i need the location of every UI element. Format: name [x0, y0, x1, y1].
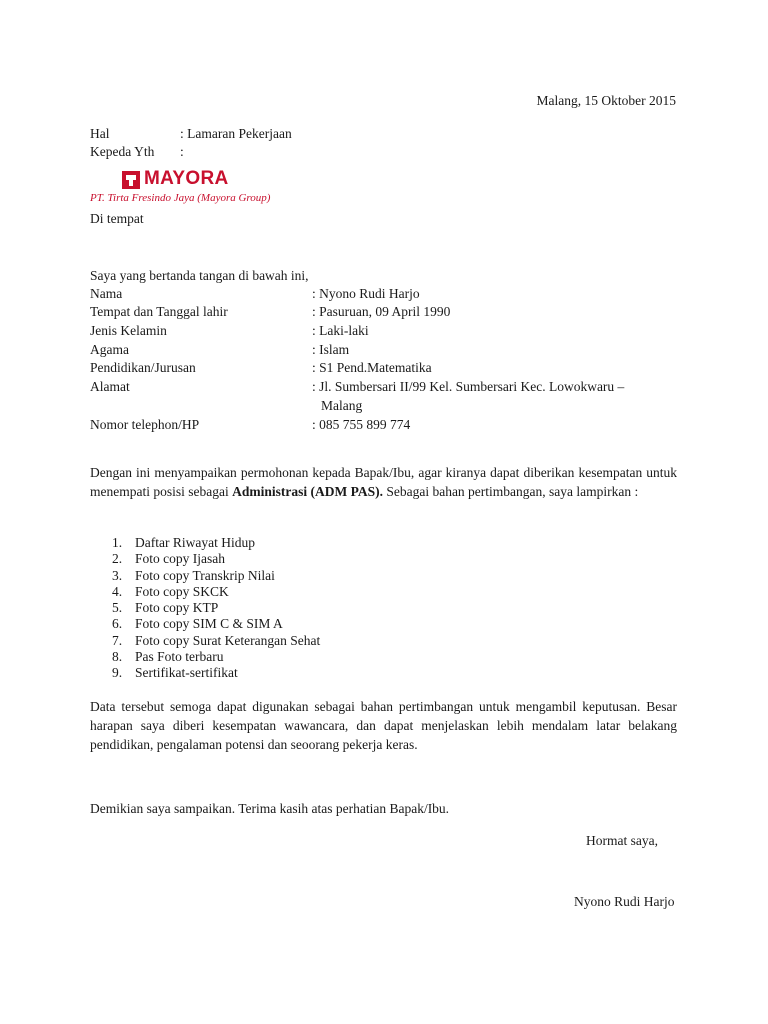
field-label-religion: Agama: [90, 342, 129, 357]
application-paragraph: [90, 463, 677, 501]
field-label-education: Pendidikan/Jurusan: [90, 360, 196, 375]
paragraph1-text-end: Sebagai bahan pertimbangan, saya lampirkan :: [382, 484, 639, 499]
subject-label: Hal: [90, 126, 110, 141]
recipient-colon: :: [180, 144, 184, 159]
list-item: 2. Foto copy Ijasah: [112, 551, 225, 567]
closing-sentence: Demikian saya sampaikan. Terima kasih atas perhatian Bapak/Ibu.: [90, 801, 450, 816]
field-value-name: : Nyono Rudi Harjo: [312, 286, 420, 301]
field-value-address: : Jl. Sumbersari II/99 Kel. Sumbersari Kec. Lowokwaru –: [312, 379, 625, 394]
closing-paragraph: Data tersebut semoga dapat digunakan sebagai bahan pertimbangan untuk mengambil keputusan. Besar harapan saya diberi kesempatan wawancara, dan dapat menjelaskan lebih mendalam latar belakang pendidikan, pengalaman potensi dan seoorang pekerja keras.: [90, 699, 677, 752]
field-value-gender: : Laki-laki: [312, 323, 369, 338]
list-item: 6. Foto copy SIM C & SIM A: [112, 616, 283, 632]
field-value-birth: : Pasuruan, 09 April 1990: [312, 304, 451, 319]
position-applied: Administrasi (ADM PAS).: [232, 484, 383, 499]
list-item: 1. Daftar Riwayat Hidup: [112, 535, 255, 550]
signature-name: Nyono Rudi Harjo: [574, 894, 675, 909]
list-item: 7. Foto copy Surat Keterangan Sehat: [112, 632, 321, 648]
field-label-name: Nama: [90, 286, 123, 301]
field-label-phone: Nomor telephon/HP: [90, 417, 200, 432]
recipient-label: Kepeda Yth: [90, 144, 155, 159]
intro-text: Saya yang bertanda tangan di bawah ini,: [90, 268, 309, 283]
logo-subtitle-text: PT. Tirta Fresindo Jaya (Mayora Group): [90, 192, 271, 204]
field-label-address: Alamat: [90, 379, 130, 394]
paragraph1-text-start: Dengan ini menyampaikan permohonan kepada Bapak/Ibu, agar kiranya dapat diberikan kesempatan untuk menempati posisi sebagai: [90, 465, 677, 499]
list-item: 3. Foto copy Transkrip Nilai: [112, 567, 275, 583]
letter-date: Malang, 15 Oktober 2015: [536, 93, 676, 108]
field-value-education: : S1 Pend.Matematika: [312, 360, 432, 375]
list-item: 5. Foto copy KTP: [112, 600, 219, 616]
field-value-address-line2: Malang: [321, 398, 363, 413]
field-label-gender: Jenis Kelamin: [90, 323, 167, 338]
mayora-logo: [90, 166, 270, 210]
list-item: 4. Foto copy SKCK: [112, 583, 229, 599]
list-item: 8. Pas Foto terbaru: [112, 649, 224, 665]
location-text: Di tempat: [90, 211, 144, 226]
subject-value: : Lamaran Pekerjaan: [180, 126, 292, 141]
field-value-phone: : 085 755 899 774: [312, 417, 411, 432]
attachment-list: [90, 535, 320, 682]
mayora-emblem-icon: [122, 171, 140, 189]
list-item: 9. Sertifikat-sertifikat: [112, 665, 238, 681]
field-value-religion: : Islam: [312, 342, 350, 357]
field-label-birth: Tempat dan Tanggal lahir: [90, 304, 228, 319]
logo-brand-text: MAYORA: [144, 168, 229, 189]
regards-text: Hormat saya,: [586, 833, 658, 848]
